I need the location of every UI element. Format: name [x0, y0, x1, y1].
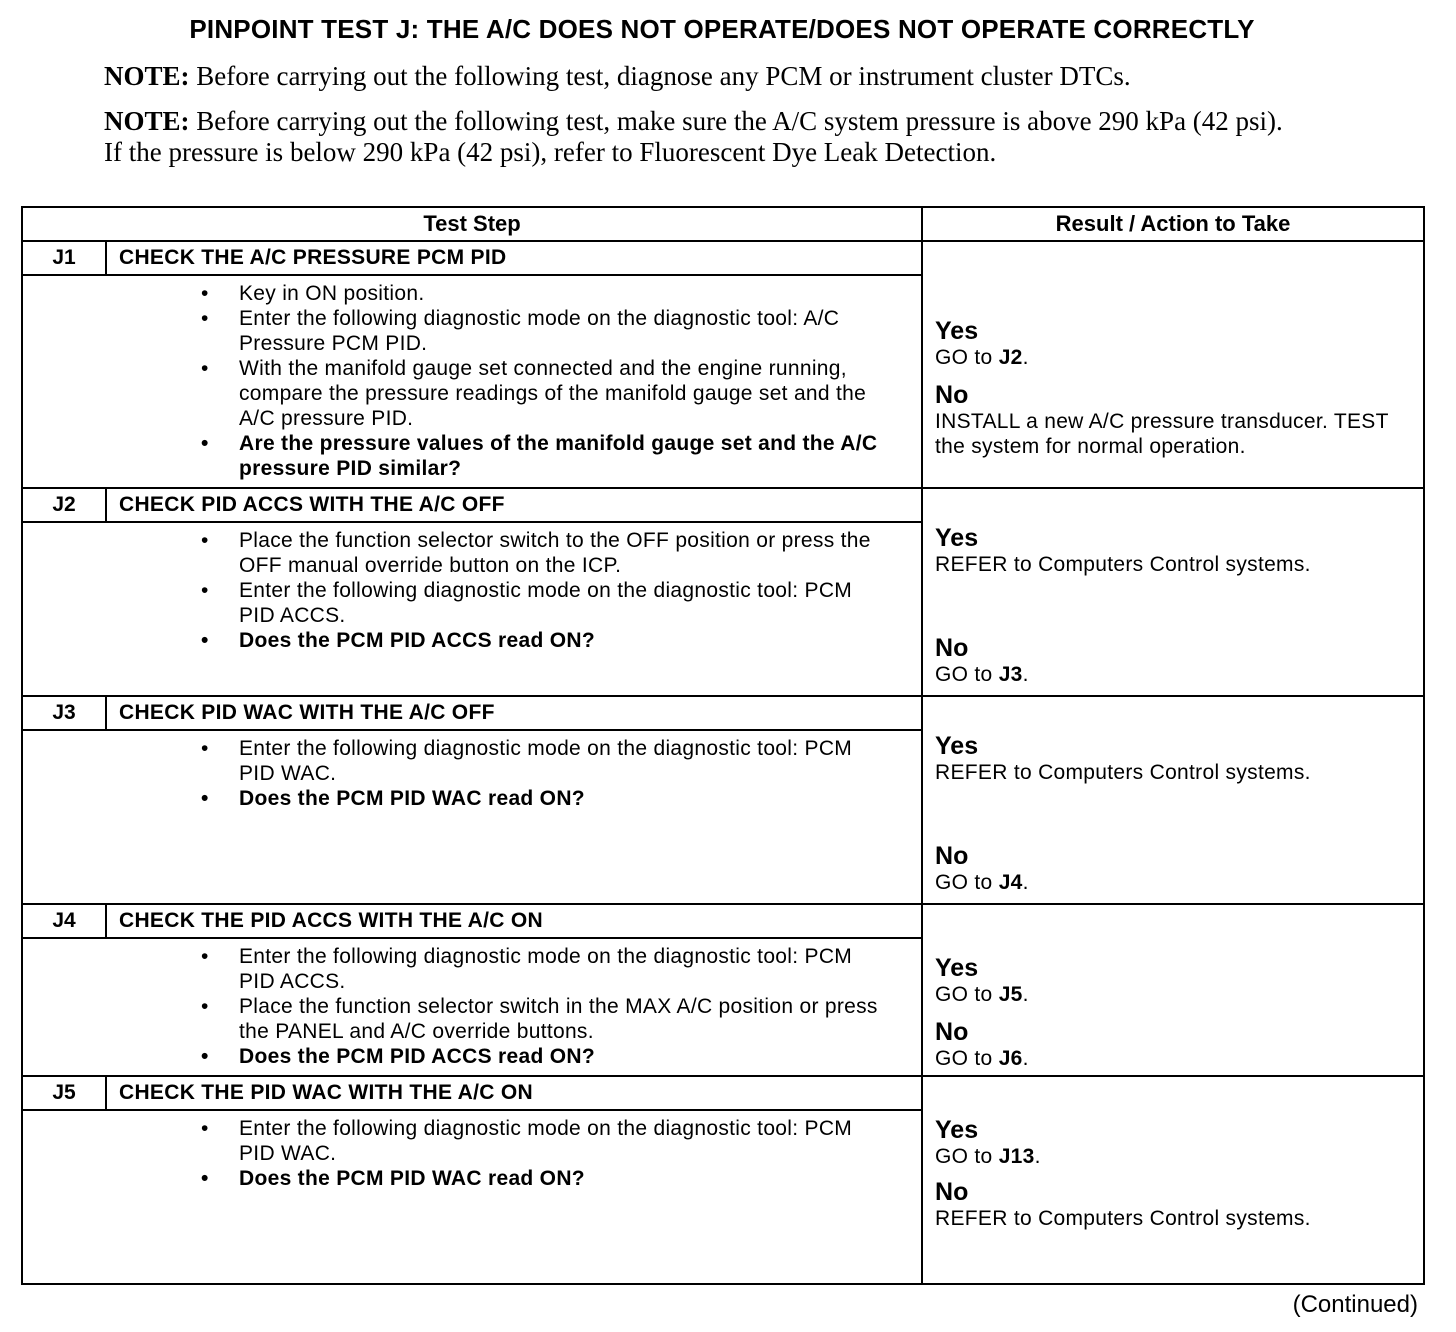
- step-heading: CHECK THE PID WAC WITH THE A/C ON: [106, 1076, 922, 1110]
- step-j3-heading-row: [22, 696, 1424, 730]
- continued-label: (Continued): [1292, 1291, 1418, 1318]
- step-id: J2: [22, 488, 106, 522]
- step-j4-result: [922, 904, 1424, 1076]
- list-item-question: • Does the PCM PID WAC read ON?: [106, 786, 891, 811]
- step-j5-result: [922, 1076, 1424, 1284]
- step-j2-heading-row: [22, 488, 1424, 522]
- yes-action: GO to J5.: [935, 983, 1029, 1006]
- no-action: INSTALL a new A/C pressure transducer. TEST the system for normal operation.: [935, 410, 1389, 458]
- no-label: No: [935, 1018, 969, 1046]
- step-j4-instructions: [106, 938, 922, 1076]
- no-label: No: [935, 1178, 969, 1206]
- yes-action: GO to J13.: [935, 1145, 1041, 1168]
- step-j3-instructions: [106, 730, 922, 904]
- step-j2-instructions: [106, 522, 922, 696]
- step-id: J3: [22, 696, 106, 730]
- step-j5-heading-row: [22, 1076, 1424, 1110]
- pinpoint-test-table: [21, 206, 1425, 1285]
- note-2: [104, 106, 1284, 168]
- no-label: No: [935, 634, 969, 662]
- step-heading: CHECK THE PID ACCS WITH THE A/C ON: [106, 904, 922, 938]
- step-heading: CHECK PID WAC WITH THE A/C OFF: [106, 696, 922, 730]
- list-item-question: • Does the PCM PID ACCS read ON?: [106, 1044, 891, 1069]
- step-heading: CHECK THE A/C PRESSURE PCM PID: [106, 241, 922, 275]
- no-action: GO to J6.: [935, 1047, 1029, 1070]
- header-result-action: Result / Action to Take: [922, 207, 1424, 241]
- list-item: • Enter the following diagnostic mode on the diagnostic tool: PCM PID ACCS.: [106, 578, 891, 628]
- no-action: REFER to Computers Control systems.: [935, 1207, 1311, 1230]
- list-item: • With the manifold gauge set connected and the engine running, compare the pressure readings of the manifold gauge set and the A/C pressure PID.: [106, 356, 891, 431]
- step-id: J5: [22, 1076, 106, 1110]
- list-item: • Enter the following diagnostic mode on the diagnostic tool: PCM PID WAC.: [106, 1116, 891, 1166]
- step-id: J1: [22, 241, 106, 275]
- list-item: • Place the function selector switch to the OFF position or press the OFF manual override button on the ICP.: [106, 528, 891, 578]
- table-header-row: [22, 207, 1424, 241]
- yes-label: Yes: [935, 732, 979, 760]
- yes-action: REFER to Computers Control systems.: [935, 553, 1311, 576]
- yes-action: GO to J2.: [935, 346, 1029, 369]
- step-j4-heading-row: [22, 904, 1424, 938]
- yes-label: Yes: [935, 524, 979, 552]
- list-item: • Enter the following diagnostic mode on the diagnostic tool: PCM PID WAC.: [106, 736, 891, 786]
- yes-action: REFER to Computers Control systems.: [935, 761, 1311, 784]
- list-item: • Key in ON position.: [106, 281, 891, 306]
- step-j3-result: [922, 696, 1424, 904]
- step-j1-result: [922, 241, 1424, 488]
- yes-label: Yes: [935, 954, 979, 982]
- step-id: J4: [22, 904, 106, 938]
- note-1: [104, 61, 1404, 92]
- note-2-label: NOTE:: [104, 106, 190, 136]
- list-item-question: • Does the PCM PID WAC read ON?: [106, 1166, 891, 1191]
- page-title: PINPOINT TEST J: THE A/C DOES NOT OPERATE/DOES NOT OPERATE CORRECTLY: [189, 14, 1255, 44]
- header-test-step: Test Step: [22, 207, 922, 241]
- note-1-label: NOTE:: [104, 61, 190, 91]
- no-action: GO to J3.: [935, 663, 1029, 686]
- list-item-question: • Does the PCM PID ACCS read ON?: [106, 628, 891, 653]
- no-label: No: [935, 381, 969, 409]
- step-heading: CHECK PID ACCS WITH THE A/C OFF: [106, 488, 922, 522]
- yes-label: Yes: [935, 317, 979, 345]
- list-item: • Place the function selector switch in the MAX A/C position or press the PANEL and A/C override buttons.: [106, 994, 891, 1044]
- list-item: • Enter the following diagnostic mode on the diagnostic tool: A/C Pressure PCM PID.: [106, 306, 891, 356]
- list-item-question: • Are the pressure values of the manifold gauge set and the A/C pressure PID similar?: [106, 431, 891, 481]
- step-j1-heading-row: [22, 241, 1424, 275]
- list-item: • Enter the following diagnostic mode on the diagnostic tool: PCM PID ACCS.: [106, 944, 891, 994]
- step-j2-result: [922, 488, 1424, 696]
- note-1-text: Before carrying out the following test, diagnose any PCM or instrument cluster DTCs.: [196, 61, 1131, 91]
- no-label: No: [935, 842, 969, 870]
- step-j5-instructions: [106, 1110, 922, 1284]
- step-j1-instructions: [106, 275, 922, 488]
- no-action: GO to J4.: [935, 871, 1029, 894]
- note-2-text: Before carrying out the following test, make sure the A/C system pressure is above 290 kPa (42 psi). If the pressure is below 290 kPa (42 psi), refer to Fluorescent Dye Leak Detection.: [104, 106, 1283, 167]
- yes-label: Yes: [935, 1116, 979, 1144]
